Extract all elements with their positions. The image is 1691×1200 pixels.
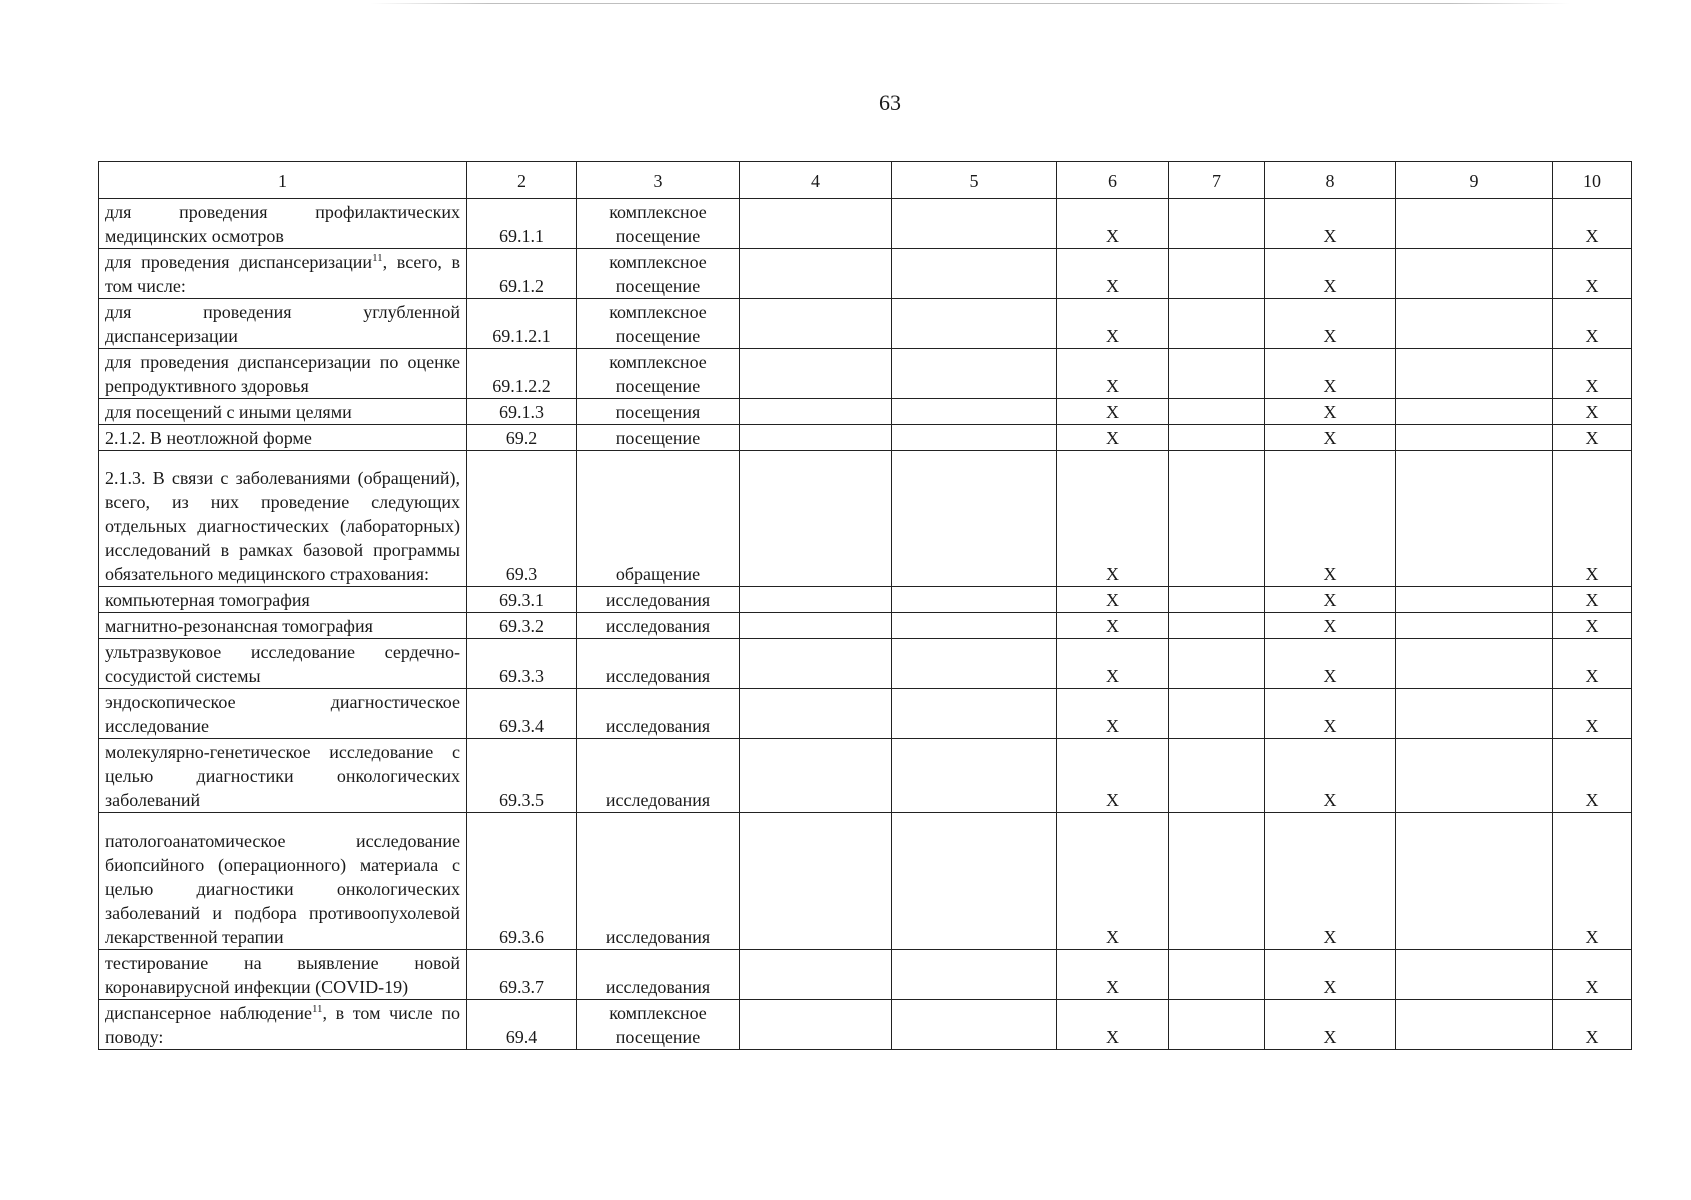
- cell-col-10: X: [1553, 689, 1632, 739]
- row-name: компьютерная томография: [105, 590, 310, 611]
- cell-col-6: X: [1057, 299, 1169, 349]
- row-unit: комплексное посещение: [577, 999, 740, 1049]
- cell-col-6: X: [1057, 613, 1169, 639]
- row-name-cell: [99, 349, 467, 399]
- cell-col-6: X: [1057, 199, 1169, 249]
- cell-col-6: X: [1057, 451, 1169, 587]
- row-name-cell: [99, 425, 467, 451]
- cell-col-8: X: [1265, 739, 1396, 813]
- table-row: [99, 739, 1632, 813]
- row-code: 69.3.5: [467, 739, 577, 813]
- row-unit: комплексное посещение: [577, 199, 740, 249]
- column-header-2: 2: [467, 162, 577, 199]
- cell-col-7: [1169, 999, 1265, 1049]
- row-code: 69.3.3: [467, 639, 577, 689]
- column-header-4: 4: [740, 162, 892, 199]
- cell-col-5: [892, 249, 1057, 299]
- cell-col-10: X: [1553, 299, 1632, 349]
- cell-col-7: [1169, 689, 1265, 739]
- column-header-7: 7: [1169, 162, 1265, 199]
- row-code: 69.3.7: [467, 949, 577, 999]
- row-unit: исследования: [577, 639, 740, 689]
- cell-col-5: [892, 949, 1057, 999]
- table-row: [99, 349, 1632, 399]
- footnote-ref: 11: [311, 1002, 323, 1015]
- row-name-tail: , всего, в том числе:: [105, 252, 460, 296]
- table-row: [99, 587, 1632, 613]
- cell-col-8: X: [1265, 949, 1396, 999]
- cell-col-5: [892, 739, 1057, 813]
- cell-col-9: [1396, 999, 1553, 1049]
- table-row: [99, 249, 1632, 299]
- cell-col-9: [1396, 813, 1553, 949]
- cell-col-10: X: [1553, 587, 1632, 613]
- row-name-cell: [99, 299, 467, 349]
- services-table: [98, 161, 1632, 1050]
- cell-col-4: [740, 199, 892, 249]
- cell-col-9: [1396, 587, 1553, 613]
- column-header-5: 5: [892, 162, 1057, 199]
- cell-col-6: X: [1057, 999, 1169, 1049]
- table-row: [99, 999, 1632, 1049]
- row-name-cell: [99, 999, 467, 1049]
- cell-col-8: X: [1265, 399, 1396, 425]
- cell-col-6: X: [1057, 399, 1169, 425]
- row-code: 69.3.2: [467, 613, 577, 639]
- cell-col-7: [1169, 587, 1265, 613]
- table-row: [99, 689, 1632, 739]
- cell-col-7: [1169, 813, 1265, 949]
- cell-col-7: [1169, 451, 1265, 587]
- cell-col-6: X: [1057, 689, 1169, 739]
- cell-col-4: [740, 399, 892, 425]
- row-name: диспансерное наблюдение: [105, 1002, 312, 1023]
- row-name: 2.1.3. В связи с заболеваниями (обращений), всего, из них проведение следующих отдельных диагностических (лабораторных) исследований в рамках базовой программы обязательного медицинского страхования:: [105, 468, 460, 585]
- cell-col-5: [892, 689, 1057, 739]
- cell-col-10: X: [1553, 949, 1632, 999]
- cell-col-6: X: [1057, 739, 1169, 813]
- cell-col-8: X: [1265, 199, 1396, 249]
- cell-col-9: [1396, 949, 1553, 999]
- cell-col-5: [892, 349, 1057, 399]
- cell-col-4: [740, 425, 892, 451]
- row-unit: исследования: [577, 587, 740, 613]
- cell-col-9: [1396, 639, 1553, 689]
- row-unit: исследования: [577, 949, 740, 999]
- cell-col-9: [1396, 739, 1553, 813]
- row-unit: посещения: [577, 399, 740, 425]
- cell-col-9: [1396, 349, 1553, 399]
- row-name-cell: [99, 689, 467, 739]
- cell-col-10: X: [1553, 349, 1632, 399]
- cell-col-6: X: [1057, 587, 1169, 613]
- row-unit: посещение: [577, 425, 740, 451]
- cell-col-7: [1169, 639, 1265, 689]
- cell-col-5: [892, 399, 1057, 425]
- cell-col-10: X: [1553, 613, 1632, 639]
- cell-col-10: X: [1553, 451, 1632, 587]
- cell-col-8: X: [1265, 613, 1396, 639]
- row-name: магнитно-резонансная томография: [105, 616, 373, 637]
- row-name-cell: [99, 199, 467, 249]
- cell-col-5: [892, 613, 1057, 639]
- table-row: [99, 399, 1632, 425]
- row-unit: исследования: [577, 613, 740, 639]
- row-name: патологоанатомическое исследование биопсийного (операционного) материала с целью диагностики онкологических заболеваний и подбора противоопухолевой лекарственной терапии: [105, 830, 460, 947]
- cell-col-7: [1169, 399, 1265, 425]
- cell-col-7: [1169, 613, 1265, 639]
- column-header-9: 9: [1396, 162, 1553, 199]
- cell-col-4: [740, 299, 892, 349]
- cell-col-5: [892, 425, 1057, 451]
- row-name: для проведения диспансеризации по оценке репродуктивного здоровья: [105, 352, 460, 396]
- cell-col-6: X: [1057, 813, 1169, 949]
- cell-col-8: X: [1265, 451, 1396, 587]
- table-row: [99, 299, 1632, 349]
- cell-col-5: [892, 451, 1057, 587]
- row-unit: исследования: [577, 689, 740, 739]
- row-name-cell: [99, 739, 467, 813]
- cell-col-7: [1169, 949, 1265, 999]
- services-table-container: [98, 161, 1631, 1050]
- table-row: [99, 425, 1632, 451]
- page-number: 63: [879, 90, 901, 115]
- row-unit: исследования: [577, 813, 740, 949]
- cell-col-8: X: [1265, 639, 1396, 689]
- cell-col-10: X: [1553, 639, 1632, 689]
- cell-col-8: X: [1265, 349, 1396, 399]
- row-name-cell: [99, 639, 467, 689]
- cell-col-5: [892, 813, 1057, 949]
- row-code: 69.4: [467, 999, 577, 1049]
- cell-col-7: [1169, 739, 1265, 813]
- cell-col-6: X: [1057, 349, 1169, 399]
- column-header-6: 6: [1057, 162, 1169, 199]
- cell-col-8: X: [1265, 425, 1396, 451]
- table-row: [99, 949, 1632, 999]
- table-body: [99, 199, 1632, 1050]
- cell-col-5: [892, 199, 1057, 249]
- cell-col-4: [740, 587, 892, 613]
- cell-col-7: [1169, 349, 1265, 399]
- scan-artifact-line: [370, 3, 1570, 4]
- row-unit: исследования: [577, 739, 740, 813]
- row-name-cell: [99, 451, 467, 587]
- row-name: для проведения углубленной диспансеризации: [105, 302, 460, 346]
- row-name: тестирование на выявление новой коронавирусной инфекции (COVID-19): [105, 952, 460, 997]
- row-code: 69.1.2.2: [467, 349, 577, 399]
- cell-col-4: [740, 349, 892, 399]
- row-name-cell: [99, 399, 467, 425]
- cell-col-6: X: [1057, 949, 1169, 999]
- cell-col-10: X: [1553, 999, 1632, 1049]
- cell-col-10: X: [1553, 199, 1632, 249]
- cell-col-8: X: [1265, 813, 1396, 949]
- cell-col-4: [740, 813, 892, 949]
- row-name: 2.1.2. В неотложной форме: [105, 428, 312, 448]
- cell-col-10: X: [1553, 249, 1632, 299]
- row-code: 69.3.6: [467, 813, 577, 949]
- column-header-1: 1: [99, 162, 467, 199]
- cell-col-4: [740, 451, 892, 587]
- table-row: [99, 639, 1632, 689]
- cell-col-8: X: [1265, 999, 1396, 1049]
- row-code: 69.2: [467, 425, 577, 451]
- row-code: 69.3.4: [467, 689, 577, 739]
- row-name: молекулярно-генетическое исследование с целью диагностики онкологических заболеваний: [105, 742, 460, 811]
- cell-col-7: [1169, 249, 1265, 299]
- cell-col-4: [740, 249, 892, 299]
- cell-col-8: X: [1265, 587, 1396, 613]
- footnote-ref: 11: [372, 252, 383, 264]
- cell-col-6: X: [1057, 249, 1169, 299]
- row-code: 69.1.1: [467, 199, 577, 249]
- cell-col-9: [1396, 425, 1553, 451]
- cell-col-8: X: [1265, 689, 1396, 739]
- row-name-cell: [99, 813, 467, 949]
- cell-col-7: [1169, 299, 1265, 349]
- row-name: для посещений с иными целями: [105, 402, 352, 422]
- cell-col-5: [892, 999, 1057, 1049]
- cell-col-10: X: [1553, 425, 1632, 451]
- column-header-10: 10: [1553, 162, 1632, 199]
- header-row: [99, 162, 1632, 199]
- row-unit: комплексное посещение: [577, 249, 740, 299]
- row-code: 69.1.2: [467, 249, 577, 299]
- cell-col-6: X: [1057, 425, 1169, 451]
- column-header-3: 3: [577, 162, 740, 199]
- row-code: 69.1.2.1: [467, 299, 577, 349]
- cell-col-5: [892, 299, 1057, 349]
- row-name: для проведения профилактических медицинских осмотров: [105, 202, 460, 246]
- cell-col-4: [740, 739, 892, 813]
- row-name-cell: [99, 587, 467, 613]
- row-name-cell: [99, 949, 467, 999]
- table-row: [99, 813, 1632, 949]
- cell-col-4: [740, 999, 892, 1049]
- table-row: [99, 613, 1632, 639]
- row-name-cell: [99, 613, 467, 639]
- row-name: для проведения диспансеризации: [105, 252, 373, 272]
- table-row: [99, 451, 1632, 587]
- cell-col-8: X: [1265, 249, 1396, 299]
- cell-col-6: X: [1057, 639, 1169, 689]
- cell-col-4: [740, 689, 892, 739]
- cell-col-4: [740, 949, 892, 999]
- cell-col-9: [1396, 613, 1553, 639]
- cell-col-9: [1396, 451, 1553, 587]
- row-name-tail: , в том числе по поводу:: [105, 1002, 460, 1047]
- row-unit: комплексное посещение: [577, 349, 740, 399]
- cell-col-4: [740, 613, 892, 639]
- cell-col-10: X: [1553, 399, 1632, 425]
- column-header-8: 8: [1265, 162, 1396, 199]
- cell-col-8: X: [1265, 299, 1396, 349]
- cell-col-5: [892, 587, 1057, 613]
- row-unit: обращение: [577, 451, 740, 587]
- cell-col-4: [740, 639, 892, 689]
- cell-col-7: [1169, 199, 1265, 249]
- cell-col-10: X: [1553, 813, 1632, 949]
- row-code: 69.3.1: [467, 587, 577, 613]
- row-name-cell: [99, 249, 467, 299]
- cell-col-9: [1396, 299, 1553, 349]
- row-code: 69.3: [467, 451, 577, 587]
- table-row: [99, 199, 1632, 249]
- cell-col-9: [1396, 399, 1553, 425]
- cell-col-9: [1396, 199, 1553, 249]
- cell-col-9: [1396, 689, 1553, 739]
- row-code: 69.1.3: [467, 399, 577, 425]
- row-unit: комплексное посещение: [577, 299, 740, 349]
- cell-col-5: [892, 639, 1057, 689]
- row-name: эндоскопическое диагностическое исследование: [105, 692, 460, 737]
- cell-col-7: [1169, 425, 1265, 451]
- row-name: ультразвуковое исследование сердечно-сосудистой системы: [105, 642, 460, 687]
- cell-col-9: [1396, 249, 1553, 299]
- cell-col-10: X: [1553, 739, 1632, 813]
